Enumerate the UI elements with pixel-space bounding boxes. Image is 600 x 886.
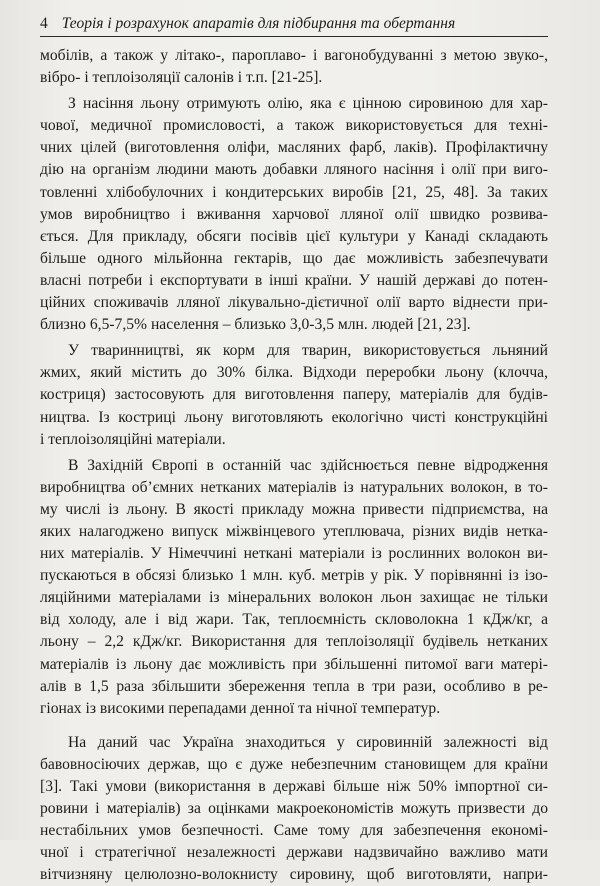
text-line: [3]. Такі умови (використання в державі більше ніж 50% імпортної си- bbox=[40, 778, 548, 795]
paragraph bbox=[40, 732, 548, 886]
text-line: умов виробництво і вживання харчової лляної олії швидко розвива- bbox=[40, 205, 548, 223]
text-line: пускаються в обсязі близько 1 млн. куб. метрів у рік. У порівнянні із ізо- bbox=[40, 567, 548, 585]
text-line: ляційними матеріалами із мінеральних волокон льон захищає не тільки bbox=[40, 589, 548, 607]
text-line: льону – 2,2 кДж/кг. Використання для теплоізоляції будівель нетканих bbox=[40, 633, 548, 651]
text-line: від холоду, але і від жари. Так, теплоємність скловолокна 1 кДж/кг, а bbox=[40, 611, 548, 629]
text-line: дію на організм людини мають добавки лляного насіння і олії при виго- bbox=[40, 161, 548, 179]
text-line: чної і стратегічної незалежності держави надзвичайно важливо мати bbox=[40, 844, 548, 862]
text-line: ництва. Із костриці льону виготовляють екологічно чисті конструкційні bbox=[40, 408, 548, 426]
text-line: вітчизняну целюлозно-волокнисту сировину, щоб виготовляти, напри- bbox=[40, 866, 548, 884]
running-header bbox=[40, 14, 548, 37]
text-line: жмих, який містить до 30% білка. Відходи переробки льону (клочча, bbox=[40, 364, 548, 382]
text-line: чової, медичної промисловості, а також використовується для техні- bbox=[40, 117, 548, 135]
text-line: На даний час Україна знаходиться у сировинній залежності від bbox=[68, 733, 548, 751]
text-line: гіонах із високими перепадами денної та нічної температур. bbox=[40, 699, 441, 717]
paragraph bbox=[40, 45, 548, 89]
text-line: більше одного мільйонна гектарів, що дає можливість забезпечувати bbox=[40, 249, 548, 267]
text-line: З насіння льону отримують олію, яка є цінною сировиною для хар- bbox=[68, 95, 548, 113]
text-line: яких налагоджено випуск міжвінцевого утеплювача, різних видів нетка- bbox=[40, 522, 548, 540]
text-line: них матеріалів. У Німеччині неткані матеріали із рослинних волокон ви- bbox=[40, 545, 548, 563]
text-line: алів в 1,5 раза збільшити збереження тепла в три рази, особливо в ре- bbox=[40, 677, 548, 695]
text-line: власні потреби і експортувати в інші країни. У нашій державі до потен- bbox=[40, 271, 548, 289]
text-line: ровини і матеріалів) за оцінками макроекономістів можуть призвести до bbox=[40, 800, 548, 818]
text-line: товленні хлібобулочних і кондитерських виробів [21, 25, 48]. За таких bbox=[40, 183, 548, 201]
text-line: костриця) застосовують для виготовлення паперу, матеріалів для будів- bbox=[40, 386, 548, 404]
text-line: близно 6,5-7,5% населення – близько 3,0-3,5 млн. людей [21, 23]. bbox=[40, 316, 471, 334]
page-number: 4 bbox=[40, 15, 48, 32]
paragraph bbox=[40, 93, 548, 336]
text-line: му числі із льону. В якості прикладу можна привести підприємства, на bbox=[40, 500, 548, 518]
text-line: ється. Для прикладу, обсяги посівів цієї культури у Канаді складають bbox=[40, 227, 548, 245]
text-line: вібро- і теплоізоляції салонів і т.п. [21-25]. bbox=[40, 69, 323, 87]
text-line: мобілів, а також у літако-, пароплаво- і вагонобудуванні з метою звуко-, bbox=[40, 47, 548, 64]
text-line: В Західній Європі в останній час здійснюється певне відродження bbox=[68, 456, 548, 474]
body-text bbox=[40, 45, 548, 886]
text-line: ційних споживачів лляної лікувально-дієтичної олії варто віднести при- bbox=[40, 294, 548, 312]
text-line: чних цілей (виготовлення оліфи, масляних фарб, лаків). Профілактичну bbox=[40, 139, 548, 157]
text-line: нестабільних умов безпечності. Саме тому для забезпечення економі- bbox=[40, 822, 548, 840]
text-line: виробництва об’ємних нетканих матеріалів із натуральних волокон, в то- bbox=[40, 478, 548, 496]
paragraph bbox=[40, 340, 548, 450]
running-title: Теорія і розрахунок апаратів для підбирання та обертання bbox=[61, 15, 456, 32]
text-line: матеріалів із льону дає можливість при збільшенні питомої ваги матері- bbox=[40, 655, 548, 673]
paragraph bbox=[40, 455, 548, 720]
text-line: бавовносіючих держав, що є дуже небезпечним становищем для країни bbox=[40, 755, 548, 773]
text-line: і теплоізоляційні матеріали. bbox=[40, 430, 226, 448]
text-line: У тваринництві, як корм для тварин, використовується льняний bbox=[68, 342, 548, 360]
